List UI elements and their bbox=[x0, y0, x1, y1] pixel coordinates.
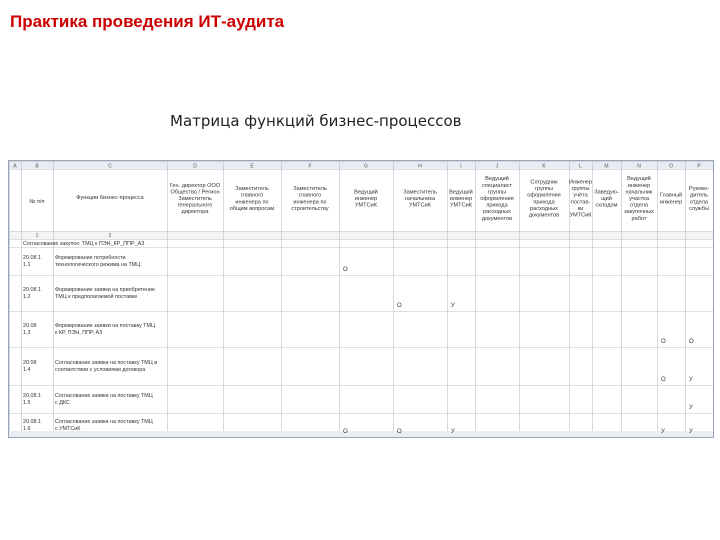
column-letter: D bbox=[193, 163, 197, 170]
column-letter: O bbox=[669, 163, 673, 170]
header-c11: Ведущий bbox=[627, 176, 651, 183]
header-c2: главного bbox=[240, 192, 264, 199]
header-c8: оформления bbox=[527, 192, 561, 199]
group-row-label: Согласование закупок: ТМЦ к ПЭН_КР_ППР_АЗ bbox=[23, 241, 145, 247]
row-number: 20.08.1 bbox=[23, 419, 41, 425]
row-number: 20.08.1 bbox=[23, 255, 41, 261]
header-c12: инженер bbox=[659, 199, 683, 206]
row-number: 1.6 bbox=[23, 426, 31, 432]
header-process: Функции бизнес-процесса bbox=[76, 195, 144, 201]
column-letter: C bbox=[108, 163, 112, 170]
column-letter: J bbox=[495, 163, 499, 170]
row-number: 20.08.1 bbox=[23, 287, 41, 293]
header-c5: УМТСиК bbox=[408, 202, 432, 209]
responsibility-mark: О bbox=[343, 429, 348, 435]
header-c7: документов bbox=[481, 215, 513, 222]
sheet-tab-strip bbox=[9, 431, 713, 437]
header-c7: группы bbox=[488, 189, 506, 196]
column-letter: I bbox=[460, 163, 462, 170]
header-c11: инженер bbox=[627, 182, 651, 189]
header-c2: инженера по bbox=[235, 199, 269, 206]
header-c7: Ведущий bbox=[485, 176, 509, 183]
responsibility-mark: О bbox=[397, 429, 402, 435]
header-c7: оформления bbox=[480, 196, 514, 202]
row-function-text: Согласование заявки на поставку ТМЦ bbox=[55, 393, 153, 399]
row-number: 20.08.1 bbox=[23, 393, 41, 399]
column-letter: L bbox=[579, 163, 582, 170]
column-letter: K bbox=[542, 163, 546, 170]
header-c13: Руково- bbox=[688, 186, 710, 193]
header-c13: отдела bbox=[690, 199, 708, 206]
responsibility-mark: У bbox=[661, 429, 665, 435]
header-c10: щий bbox=[601, 196, 612, 202]
header-c2: Заместитель bbox=[235, 186, 269, 193]
header-c1: директора bbox=[181, 209, 209, 216]
column-letter: H bbox=[418, 163, 422, 170]
column-letter: E bbox=[250, 163, 254, 170]
header-c7: прихода bbox=[486, 202, 508, 209]
header-c5: Заместитель bbox=[403, 189, 437, 196]
row-function-text: Согласование заявки на поставку ТМЦ в bbox=[55, 360, 158, 366]
matrix-grid bbox=[9, 161, 713, 437]
header-c11: отдела bbox=[630, 202, 648, 209]
column-letter: F bbox=[308, 163, 312, 170]
row-number: 1.4 bbox=[23, 367, 31, 373]
row-number: 20.08 bbox=[23, 323, 37, 329]
header-c6: инженер bbox=[449, 196, 473, 202]
header-c1: Ген. директор ООО bbox=[169, 182, 221, 189]
header-c1: генерального bbox=[177, 202, 213, 209]
row-number: 1.5 bbox=[23, 400, 31, 406]
row-function-text: Согласование заявки на поставку ТМЦ bbox=[55, 419, 153, 425]
header-c9: постав- bbox=[570, 199, 591, 206]
responsibility-mark: У bbox=[451, 303, 455, 309]
header-c4: инженер bbox=[354, 196, 378, 202]
header-c9: УМТСиК bbox=[569, 212, 592, 219]
header-c5: начальника bbox=[404, 196, 436, 202]
header-c3: строительству bbox=[291, 205, 329, 212]
row-function-text: Формирование потребности bbox=[55, 255, 126, 261]
header-c11: участка bbox=[629, 196, 649, 202]
header-c8: группы bbox=[535, 186, 553, 193]
slide-subtitle: Матрица функций бизнес-процессов bbox=[170, 112, 462, 130]
header-c1: Общество / Регион bbox=[170, 189, 220, 196]
row-function-text: с УМТСиК bbox=[55, 426, 81, 432]
column-letter: N bbox=[637, 163, 641, 170]
spreadsheet-matrix bbox=[8, 160, 714, 438]
responsibility-mark: У bbox=[689, 429, 693, 435]
row-number: 1.3 bbox=[23, 330, 31, 336]
responsibility-mark: У bbox=[451, 429, 455, 435]
column-letter: A bbox=[13, 163, 17, 170]
responsibility-mark: О bbox=[661, 339, 666, 345]
header-c4: УМТСиК bbox=[354, 202, 378, 209]
header-c9: группы bbox=[571, 186, 590, 193]
header-c8: расходных bbox=[530, 205, 558, 212]
header-c11: закупочных bbox=[624, 209, 654, 216]
row-function-text: технологического режима на ТМЦ bbox=[55, 262, 141, 268]
header-c13: дитель bbox=[690, 192, 708, 199]
header-c8: Сотрудник bbox=[530, 179, 558, 186]
header-c11: начальник bbox=[625, 189, 653, 196]
header-c9: Инженер bbox=[568, 179, 593, 186]
row-function-text: соответствии с условиями договора bbox=[55, 367, 146, 373]
column-letter: B bbox=[35, 163, 39, 170]
responsibility-mark: У bbox=[689, 405, 693, 411]
header-c4: Ведущий bbox=[354, 189, 378, 196]
responsibility-mark: О bbox=[397, 303, 402, 309]
header-c3: главного bbox=[298, 192, 322, 199]
header-c7: специалист bbox=[481, 182, 513, 189]
responsibility-mark: У bbox=[689, 377, 693, 383]
header-c1: Заместитель bbox=[178, 196, 212, 202]
header-c6: УМТСиК bbox=[449, 202, 473, 209]
index-row bbox=[9, 231, 713, 239]
row-function-text: Формирование заявки на приобретение bbox=[55, 287, 155, 293]
header-c6: Ведущий bbox=[449, 189, 473, 196]
row-number: 1.1 bbox=[23, 262, 31, 268]
header-c9: учёта bbox=[573, 192, 588, 199]
row-number: 1.2 bbox=[23, 294, 31, 300]
header-c13: службы bbox=[689, 205, 709, 212]
row-function-text: с ДКС bbox=[55, 400, 70, 406]
index-process: 2 bbox=[108, 233, 112, 239]
row-function-text: Формирование заявки на поставку ТМЦ bbox=[55, 323, 155, 329]
column-letter: M bbox=[604, 163, 609, 170]
responsibility-mark: О bbox=[343, 267, 348, 273]
header-c10: Заведую- bbox=[594, 189, 619, 196]
header-c2: общим вопросам bbox=[229, 205, 275, 212]
header-c3: инженера по bbox=[293, 199, 327, 206]
responsibility-mark: О bbox=[689, 339, 694, 345]
header-c3: Заместитель bbox=[293, 186, 327, 193]
header-c11: работ bbox=[631, 215, 647, 222]
row-function-text: ТМЦ к предполагаемой поставке bbox=[55, 294, 138, 300]
header-num: № п/п bbox=[29, 199, 45, 205]
header-c12: Главный bbox=[659, 192, 683, 199]
header-c8: прихода bbox=[533, 199, 555, 206]
row-function-text: к КР, ПЭН, ППР, АЗ bbox=[55, 330, 103, 336]
column-letter: G bbox=[364, 163, 368, 170]
header-c7: расходных bbox=[483, 209, 511, 216]
column-letter: P bbox=[697, 163, 701, 170]
row-number: 20.08 bbox=[23, 360, 37, 366]
header-c8: документов bbox=[528, 212, 560, 219]
index-num: 1 bbox=[35, 233, 39, 239]
responsibility-mark: О bbox=[661, 377, 666, 383]
header-c9: ки bbox=[577, 205, 584, 212]
header-c10: складом bbox=[595, 202, 618, 209]
slide-title: Практика проведения ИТ-аудита bbox=[10, 12, 285, 31]
